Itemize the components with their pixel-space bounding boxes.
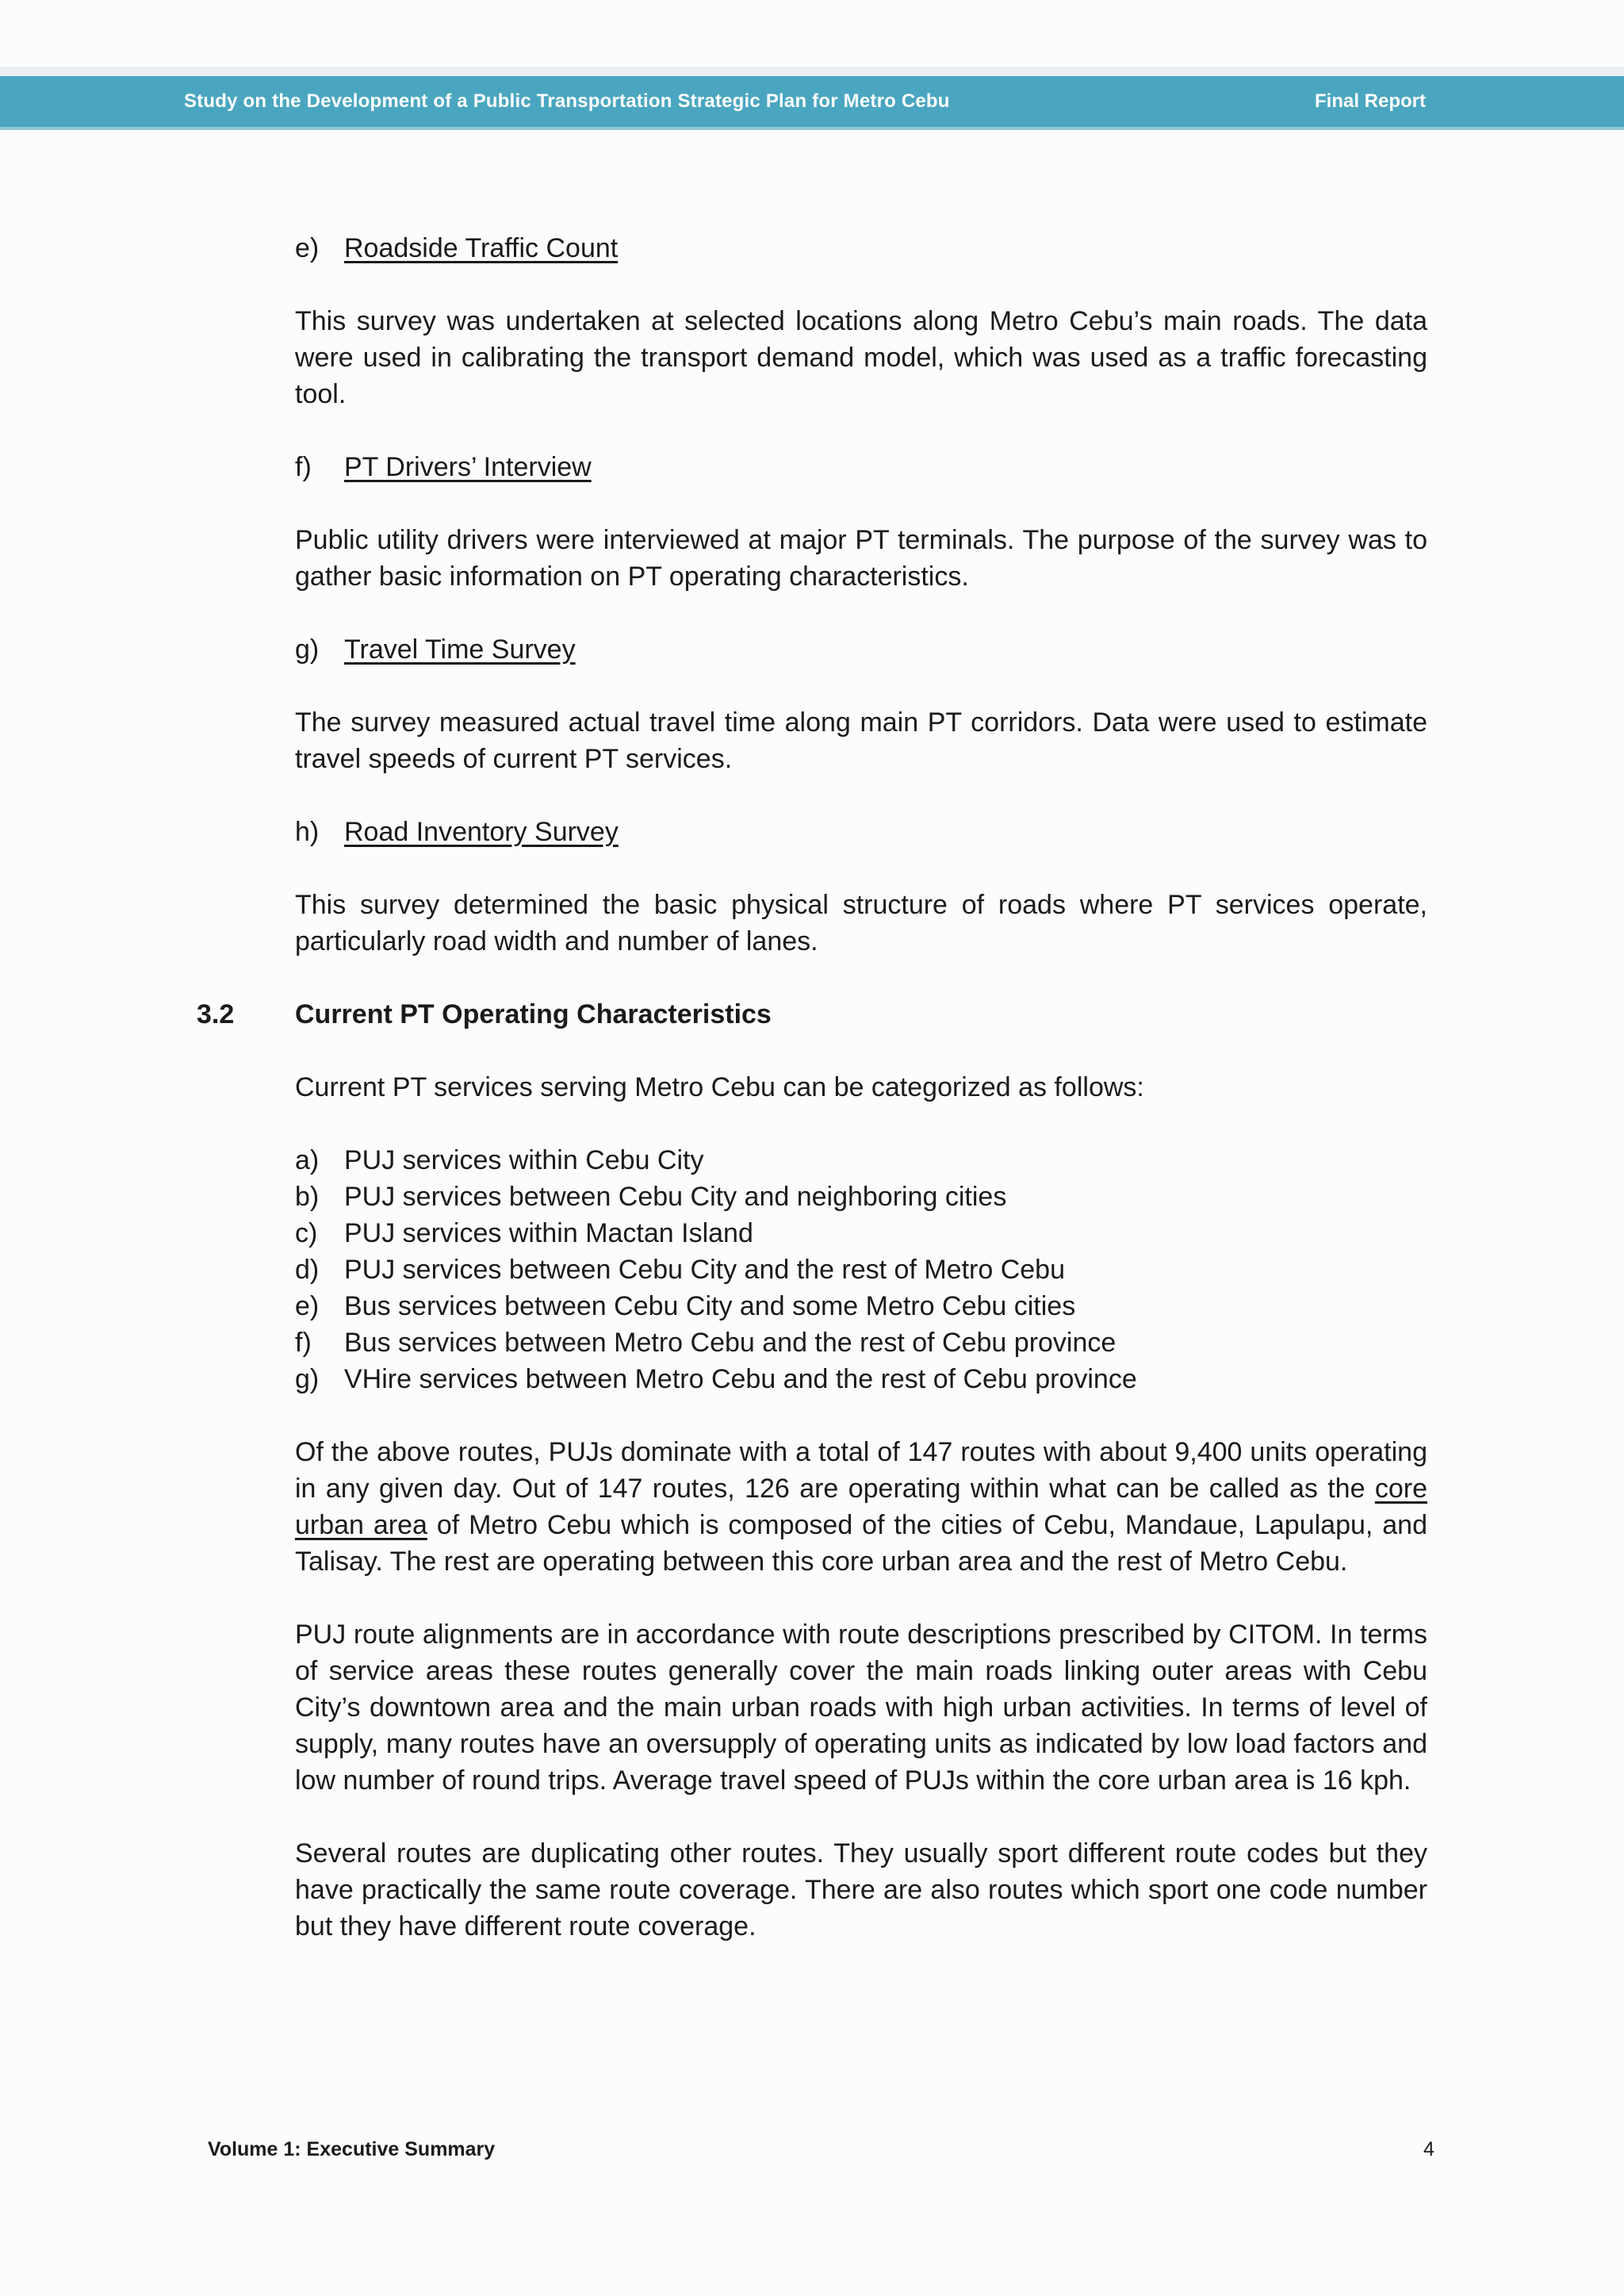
- list-item: [295, 1215, 1427, 1251]
- subsection-letter: g): [295, 634, 320, 665]
- pt-services-list: [295, 1142, 1427, 1397]
- subsection-letter: f): [295, 452, 312, 482]
- subsection-title: PT Drivers’ Interview: [344, 452, 592, 482]
- header-report-type: Final Report: [1314, 90, 1426, 112]
- list-item-text: Bus services between Metro Cebu and the rest of Cebu province: [344, 1328, 1116, 1358]
- list-item-letter: d): [295, 1255, 320, 1285]
- subsection-title: Road Inventory Survey: [344, 817, 619, 847]
- subsection-heading-f: [295, 449, 1427, 485]
- list-item: [295, 1324, 1427, 1361]
- list-item: [295, 1142, 1427, 1179]
- subsection-heading-g: [295, 631, 1427, 668]
- subsection-heading-e: [295, 230, 1427, 266]
- subsection-paragraph: This survey determined the basic physical structure of roads where PT services operate, particularly road width and number of lanes.: [295, 890, 1427, 956]
- list-item: [295, 1179, 1427, 1215]
- subsection-title: Roadside Traffic Count: [344, 233, 619, 263]
- list-item-text: PUJ services between Cebu City and neighboring cities: [344, 1182, 1007, 1212]
- list-item: [295, 1361, 1427, 1397]
- section-title: Current PT Operating Characteristics: [295, 999, 772, 1029]
- page-body: [197, 230, 1427, 1981]
- routes-paragraph-start: Of the above routes, PUJs dominate with a total of 147 routes with about 9,400 units operating in any given day. Out of 147 routes, 126 are operating within what can be called as the: [295, 1437, 1427, 1504]
- header-title: Study on the Development of a Public Transportation Strategic Plan for Metro Cebu: [184, 90, 950, 112]
- subsection-letter: e): [295, 233, 320, 263]
- list-item-text: PUJ services within Mactan Island: [344, 1218, 753, 1248]
- subsection-paragraph: This survey was undertaken at selected locations along Metro Cebu’s main roads. The data were used in calibrating the transport demand model, which was used as a traffic forecasting tool.: [295, 306, 1427, 409]
- list-item: [295, 1288, 1427, 1324]
- list-item-letter: a): [295, 1145, 320, 1175]
- section-intro: Current PT services serving Metro Cebu can be categorized as follows:: [295, 1072, 1144, 1102]
- subsection-title: Travel Time Survey: [344, 634, 576, 665]
- routes-paragraph-end: of Metro Cebu which is composed of the cities of Cebu, Mandaue, Lapulapu, and Talisay. The rest are operating between this core urban area and the rest of Metro Cebu.: [295, 1510, 1427, 1577]
- duplication-paragraph: Several routes are duplicating other routes. They usually sport different route codes but they have practically the same route coverage. There are also routes which sport one code number but they have different route coverage.: [295, 1838, 1427, 1941]
- section-number: 3.2: [197, 999, 235, 1029]
- page-number: 4: [1423, 2138, 1434, 2160]
- list-item-letter: b): [295, 1182, 320, 1212]
- core-urban-area-term: core urban area: [295, 1474, 1427, 1540]
- list-item-text: VHire services between Metro Cebu and the rest of Cebu province: [344, 1364, 1137, 1394]
- list-item-text: PUJ services between Cebu City and the rest of Metro Cebu: [344, 1255, 1065, 1285]
- subsection-heading-h: [295, 814, 1427, 850]
- list-item-letter: e): [295, 1291, 320, 1321]
- list-item-letter: f): [295, 1328, 312, 1358]
- section-heading: [197, 996, 1427, 1033]
- running-header: [0, 76, 1624, 130]
- subsection-paragraph: Public utility drivers were interviewed at major PT terminals. The purpose of the survey was to gather basic information on PT operating characteristics.: [295, 525, 1427, 592]
- subsection-letter: h): [295, 817, 320, 847]
- footer-volume-label: Volume 1: Executive Summary: [208, 2138, 496, 2160]
- list-item: [295, 1251, 1427, 1288]
- subsection-paragraph: The survey measured actual travel time along main PT corridors. Data were used to estimate travel speeds of current PT services.: [295, 707, 1427, 774]
- list-item-text: Bus services between Cebu City and some Metro Cebu cities: [344, 1291, 1076, 1321]
- alignment-paragraph: PUJ route alignments are in accordance with route descriptions prescribed by CITOM. In terms of service areas these routes generally cover the main roads linking outer areas with Cebu City’s downtown area and the main urban roads with high urban activities. In terms of level of supply, many routes have an oversupply of operating units as indicated by low load factors and low number of round trips. Average travel speed of PUJs within the core urban area is 16 kph.: [295, 1619, 1427, 1796]
- routes-paragraph: [295, 1434, 1427, 1580]
- list-item-text: PUJ services within Cebu City: [344, 1145, 704, 1175]
- list-item-letter: c): [295, 1218, 318, 1248]
- list-item-letter: g): [295, 1364, 320, 1394]
